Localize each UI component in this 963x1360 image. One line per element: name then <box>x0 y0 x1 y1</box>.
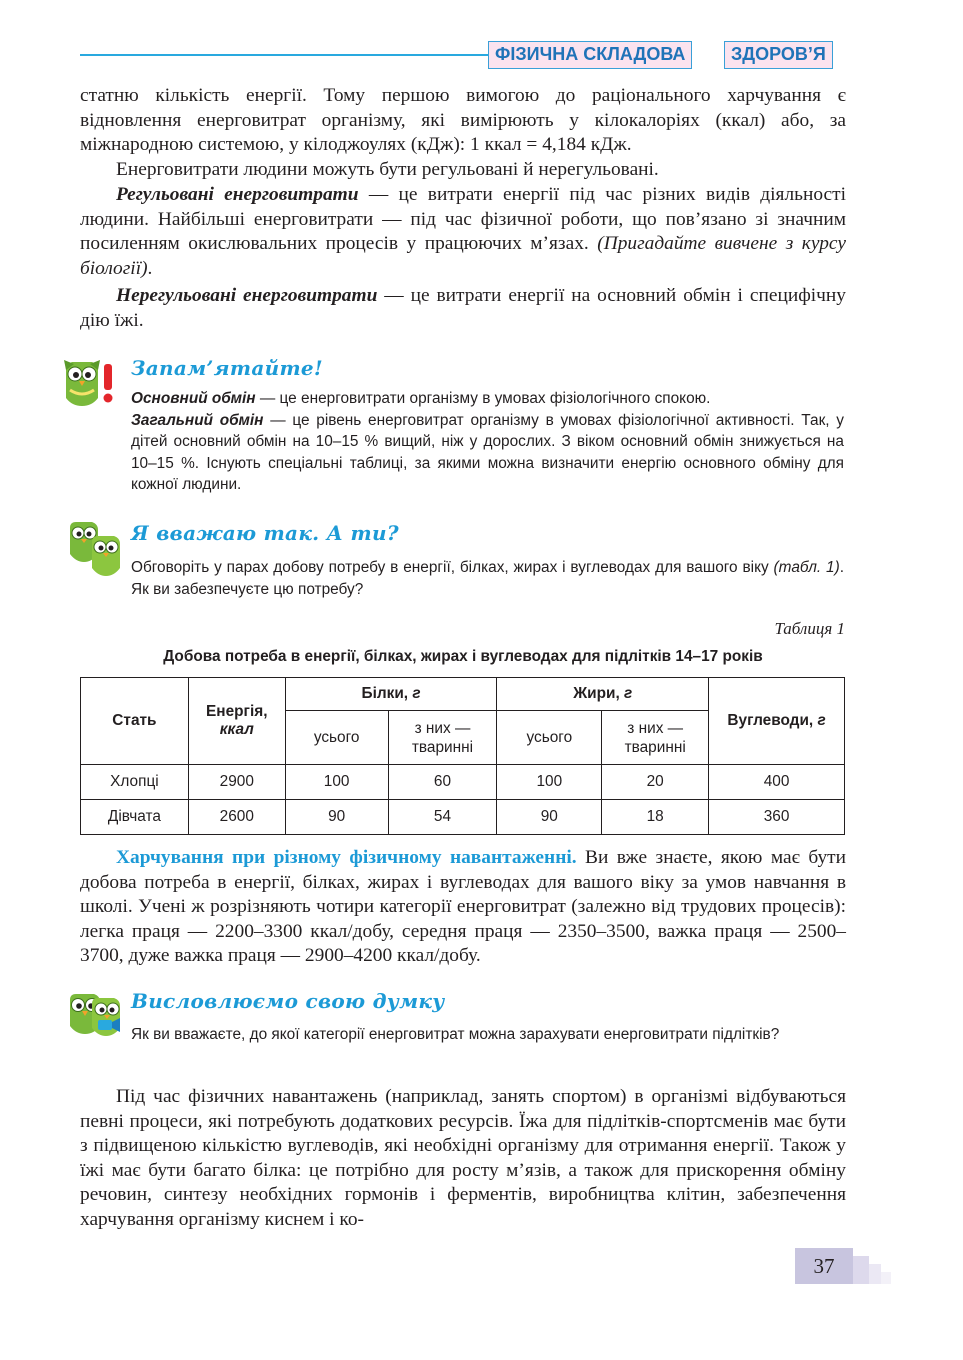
header-protein-animal-line2: тваринні <box>411 738 474 756</box>
paragraph-sports: Під час фізичних навантажень (наприклад, занять спортом) в організмі відбуваються певні процеси, які потребують додаткових ресурсів. Їжа для підлітків-спортсменів має бути з підвищеною кількістю вуглеводів, які необхідні організму для отримання енергії. Також у їжі має бути багато білка: це потрібно для росту м’язів, а також для прискорення обміну речовин, синтезу необхідних гормонів і ферментів, виробництва клітин, забезпечення харчування організму киснем і ко- <box>80 1086 846 1230</box>
table-row <box>81 800 845 835</box>
cell-protein-total: 100 <box>285 765 388 800</box>
box-opinion-table-ref: (табл. 1) <box>773 559 840 576</box>
paragraph-physical-load-text: Ви вже знаєте, якою має бути добова потреба в енергії, білках, жирах і вуглеводах для вашого віку за умов навчання в школі. Учені ж розрізняють чотири категорії енерговитрат (залежно від трудових процесів): легка праця — 2200–3300 ккал/добу, середня праця — 2350–3500, важка праця — 2500–3700, дуже важка праця — 2900–4200 ккал/добу. <box>80 847 846 967</box>
page-tab-decoration <box>853 1256 869 1284</box>
header-protein-unit: г <box>412 685 421 702</box>
box-opinion-title: Я вважаю так. А ти? <box>131 521 399 545</box>
box-opinion-text <box>131 557 844 600</box>
header-fat-unit: г <box>624 685 633 702</box>
box-opinion-text-end: . Як ви забезпечуєте цю потребу? <box>131 559 844 598</box>
header-carbs <box>709 678 845 765</box>
header-energy-unit: ккал <box>219 721 254 738</box>
cell-sex: Дівчата <box>81 800 189 835</box>
cell-energy: 2900 <box>188 765 285 800</box>
header-fat-animal <box>602 711 709 765</box>
box-remember-title: Запам’ятайте! <box>131 356 324 380</box>
header-protein-total: усього <box>285 711 388 765</box>
header-protein-animal-line1: з них — <box>414 719 471 737</box>
paragraph-regulated-text: — це витрати енергії під час різних видів діяльності людини. Найбільші енерговитрати — під час фізичної роботи, що пов’язано зі значним посиленням окислювальних процесів у працюючих м’язах. <box>80 184 847 255</box>
header-fat <box>497 678 709 711</box>
cell-fat-total: 100 <box>497 765 602 800</box>
basal-metabolism-definition: — це енерговитрати організму в умовах фізіологічного спокою. <box>255 390 711 407</box>
box-opinion-text-main: Обговоріть у парах добову потребу в енергії, білках, жирах і вуглеводах для вашого віку <box>131 559 774 576</box>
cell-carbs: 400 <box>709 765 845 800</box>
nutrition-table <box>80 677 845 835</box>
section-title-part1: ФІЗИЧНА СКЛАДОВА <box>488 41 692 69</box>
box-remember-text <box>131 388 844 496</box>
paragraph-1: статню кількість енергії. Тому першою вимогою до раціонального харчування є відновлення енерговитрат організму, які вимірюють у кілокалоріях (ккал) або, за міжнародною системою, у кілоджоулях (кДж): 1 ккал = 4,184 кДж. <box>80 85 846 156</box>
table-title: Добова потреба в енергії, білках, жирах і вуглеводах для підлітків 14–17 років <box>163 648 763 665</box>
paragraph-physical-load <box>80 846 846 969</box>
paragraph-2: Енерговитрати людини можуть бути регульовані й нерегульовані. <box>116 159 659 180</box>
header-protein <box>285 678 497 711</box>
header-fat-animal-line1: з них — <box>627 719 684 737</box>
term-regulated: Регульовані енерговитрати <box>116 184 359 205</box>
cell-protein-animal: 54 <box>388 800 497 835</box>
header-energy-label: Енергія, <box>206 703 268 720</box>
header-fat-total: усього <box>497 711 602 765</box>
paragraph-regulated-note: (Пригадайте вивчене з курсу біології) <box>80 233 846 279</box>
total-metabolism-definition: — це рівень енерговитрат організму в умовах фізіологічної активності. Так, у дітей основний обмін на 10–15 % вищий, ніж у дорослих. З віком основний обмін знижується на 10–15 %. Існують спеціальні таблиці, за якими можна визначити енергію основного обміну для кожної людини. <box>131 411 845 494</box>
table-caption: Таблиця 1 <box>774 619 845 638</box>
header-carbs-label: Вуглеводи, <box>727 712 818 729</box>
owl-exclamation-icon <box>62 358 118 408</box>
page-tab-decoration <box>881 1272 891 1284</box>
cell-protein-total: 90 <box>285 800 388 835</box>
two-owls-icon <box>68 520 124 578</box>
subheading-physical-load: Харчування при різному фізичному навантаженні. <box>116 847 577 868</box>
header-protein-animal <box>388 711 497 765</box>
cell-fat-animal: 20 <box>602 765 709 800</box>
term-total-metabolism: Загальний обмін <box>131 411 264 429</box>
owls-speaking-icon <box>68 990 124 1040</box>
box-express-title: Висловлюємо свою думку <box>131 989 445 1013</box>
paragraph-regulated-end: . <box>147 257 153 279</box>
header-fat-animal-line2: тваринні <box>624 738 686 756</box>
cell-carbs: 360 <box>709 800 845 835</box>
header-protein-label: Білки, <box>361 685 413 702</box>
cell-energy: 2600 <box>188 800 285 835</box>
box-express-text: Як ви вважаєте, до якої категорії енерговитрат можна зарахувати енерговитрати підлітків? <box>131 1026 780 1043</box>
header-rule <box>80 54 490 56</box>
cell-protein-animal: 60 <box>388 765 497 800</box>
term-basal-metabolism: Основний обмін <box>131 390 256 407</box>
page-number: 37 <box>795 1248 853 1284</box>
paragraph-unregulated <box>80 284 846 333</box>
cell-sex: Хлопці <box>81 765 189 800</box>
section-title-part2: ЗДОРОВ’Я <box>724 41 833 69</box>
cell-fat-animal: 18 <box>602 800 709 835</box>
header-energy <box>188 678 285 765</box>
header-carbs-unit: г <box>817 712 826 729</box>
header-fat-label: Жири, <box>573 685 625 702</box>
page-tab-decoration <box>869 1264 881 1284</box>
paragraph-unregulated-text: — це витрати енергії на основний обмін і специфічну дію їжі. <box>80 285 846 331</box>
cell-fat-total: 90 <box>497 800 602 835</box>
table-row <box>81 765 845 800</box>
term-unregulated: Нерегульовані енерговитрати <box>116 285 378 306</box>
paragraph-regulated <box>80 183 846 281</box>
header-sex: Стать <box>81 678 189 765</box>
